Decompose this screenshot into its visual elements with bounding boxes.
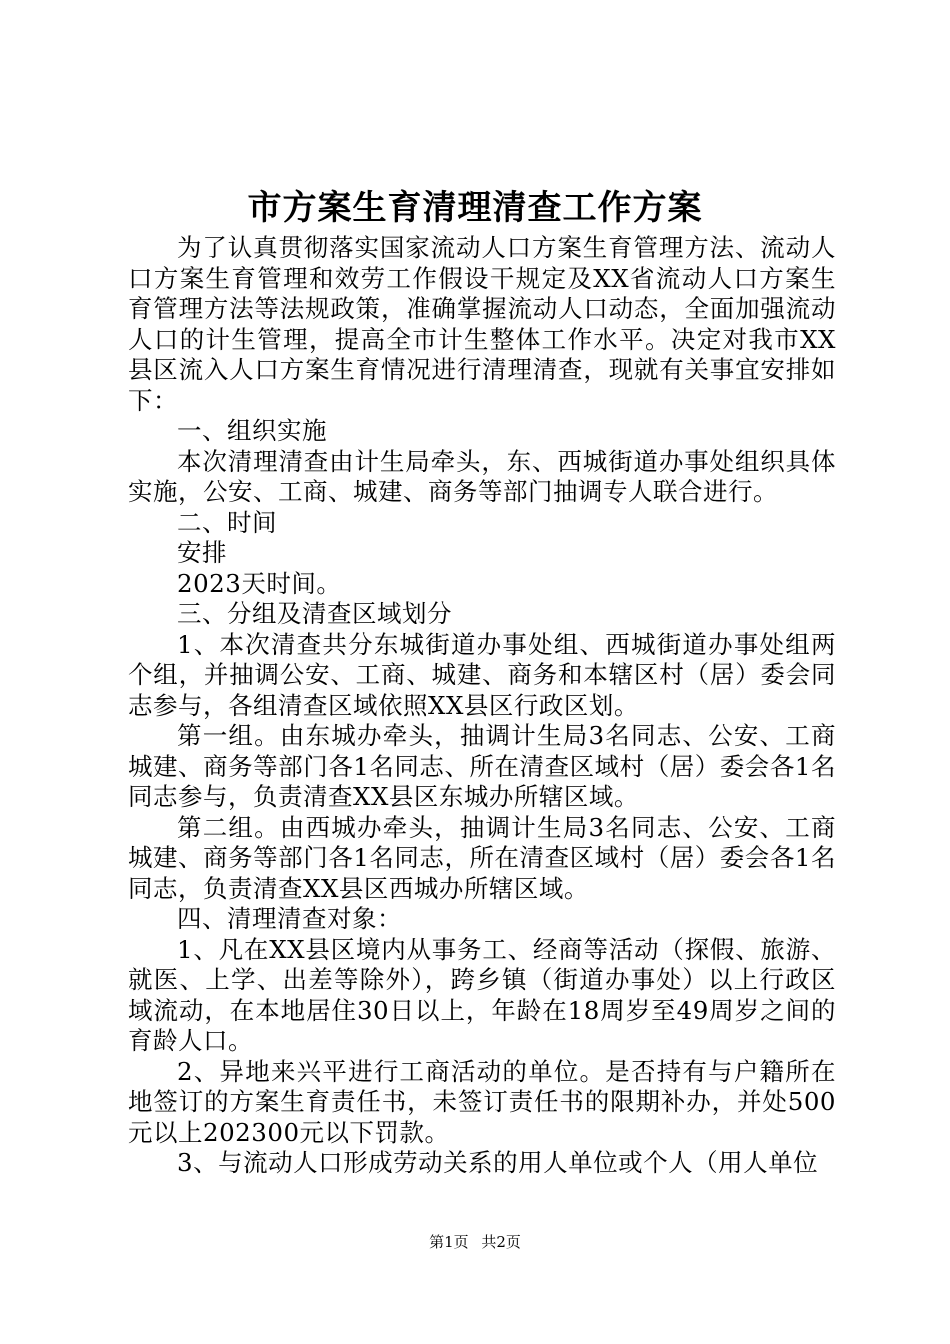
- paragraph-target-two: 2、异地来兴平进行工商活动的单位。是否持有与户籍所在地签订的方案生育责任书，未签订责任书的限期补办，并处500元以上202300元以下罚款。: [128, 1056, 836, 1147]
- section-heading-organization: 一、组织实施: [177, 416, 327, 445]
- paragraph-organization: 本次清理清查由计生局牵头，东、西城街道办事处组织具体实施，公安、工商、城建、商务等部门抽调专人联合进行。: [128, 446, 836, 506]
- paragraph-duration: 2023天时间。: [177, 568, 342, 598]
- paragraph-grouping-overview: 1、本次清查共分东城街道办事处组、西城街道办事处组两个组，并抽调公安、工商、城建、商务和本辖区村（居）委会同志参与，各组清查区域依照XX县区行政区划。: [128, 629, 836, 720]
- paragraph-target-one: 1、凡在XX县区境内从事务工、经商等活动（探假、旅游、就医、上学、出差等除外），跨乡镇（街道办事处）以上行政区域流动，在本地居住30日以上，年龄在18周岁至49周岁之间的育龄人口。: [128, 934, 836, 1055]
- paragraph-intro: 为了认真贯彻落实国家流动人口方案生育管理方法、流动人口方案生育管理和效劳工作假设干规定及XX省流动人口方案生育管理方法等法规政策，准确掌握流动人口动态，全面加强流动人口的计生管理，提高全市计生整体工作水平。决定对我市XX县区流入人口方案生育情况进行清理清查，现就有关事宜安排如下：: [128, 233, 836, 415]
- paragraph-group-two: 第二组。由西城办牵头，抽调计生局3名同志、公安、工商城建、商务等部门各1名同志，所在清查区域村（居）委会各1名同志，负责清查XX县区西城办所辖区域。: [128, 812, 836, 903]
- page-number: 第1页: [429, 1233, 469, 1251]
- section-heading-time: 二、时间: [177, 507, 277, 537]
- paragraph-target-three: 3、与流动人口形成劳动关系的用人单位或个人（用人单位: [177, 1148, 819, 1177]
- section-heading-targets: 四、清理清查对象：: [177, 904, 402, 933]
- section-heading-grouping: 三、分组及清查区域划分: [177, 599, 452, 628]
- document-body: [128, 233, 836, 1179]
- paragraph-group-one: 第一组。由东城办牵头，抽调计生局3名同志、公安、工商城建、商务等部门各1名同志、所在清查区域村（居）委会各1名同志参与，负责清查XX县区东城办所辖区域。: [128, 721, 836, 811]
- document-title: 市方案生育清理清查工作方案: [247, 188, 703, 228]
- page-footer: [0, 1232, 950, 1252]
- page-total: 共2页: [481, 1233, 521, 1251]
- paragraph-arrangement: 安排: [177, 538, 227, 567]
